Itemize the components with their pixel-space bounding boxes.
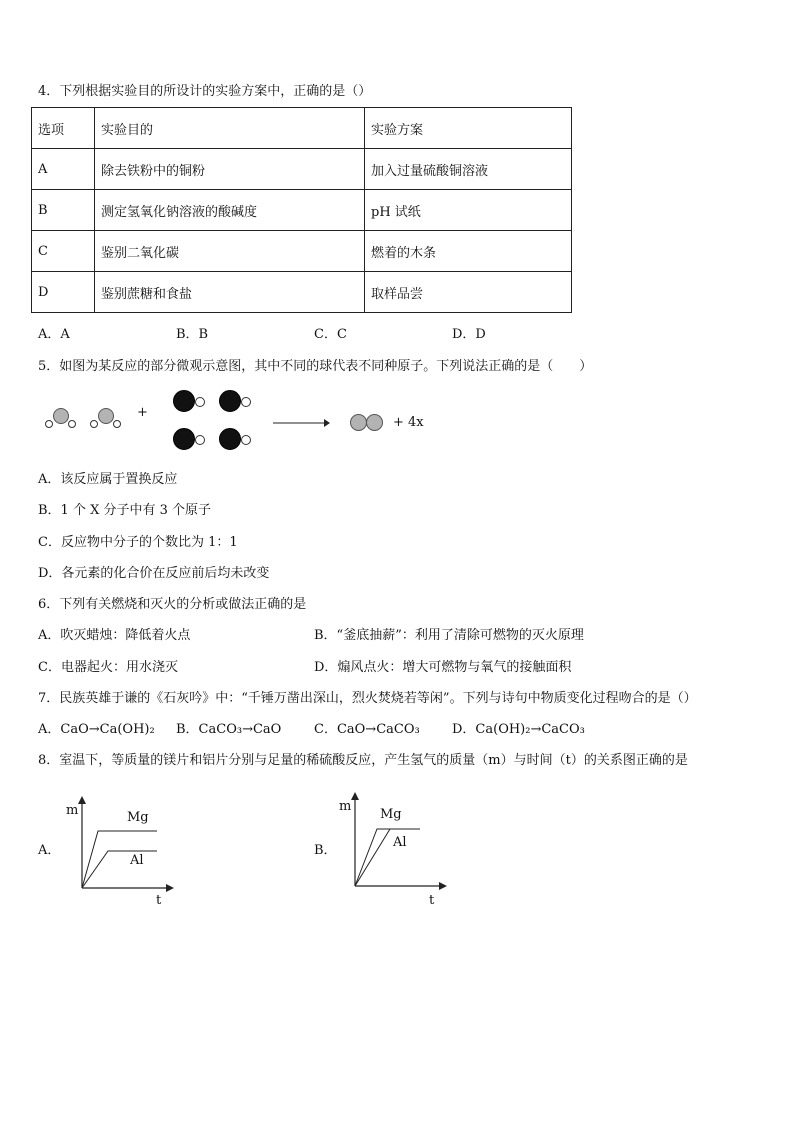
mg-label: Mg: [127, 810, 149, 825]
al-curve: [355, 829, 390, 886]
white-atom: [195, 397, 205, 407]
white-atom: [90, 420, 98, 428]
q4-option-b[interactable]: B．B: [176, 327, 209, 342]
x-axis-arrow-icon: [166, 884, 174, 892]
table-row: [32, 272, 572, 313]
q8-graph-a[interactable]: [62, 796, 182, 908]
table-cell: 加入过量硫酸铜溶液: [365, 149, 572, 190]
q6-option-c[interactable]: C．电器起火：用水浇灭: [38, 660, 178, 675]
al-curve: [82, 851, 157, 888]
gray-atom: [53, 408, 69, 424]
y-axis-label: m: [66, 803, 79, 818]
mg-curve: [82, 831, 157, 888]
q4-stem: 4．下列根据实验目的所设计的实验方案中，正确的是（）: [38, 84, 372, 99]
table-row: [32, 149, 572, 190]
x-axis-arrow-icon: [439, 882, 447, 890]
black-atom: [219, 390, 241, 412]
q5-option-c[interactable]: C．反应物中分子的个数比为 1：1: [38, 535, 238, 550]
al-label: Al: [393, 835, 407, 850]
q8-option-b-label[interactable]: B．: [314, 843, 337, 858]
mg-curve: [355, 829, 420, 886]
white-atom: [113, 420, 121, 428]
table-cell: C: [32, 231, 95, 272]
x-axis-label: t: [429, 893, 435, 906]
q6-stem: 6．下列有关燃烧和灭火的分析或做法正确的是: [38, 597, 307, 612]
q6-option-b[interactable]: B．“釜底抽薪”：利用了清除可燃物的灭火原理: [314, 628, 584, 643]
q7-option-b[interactable]: B．CaCO₃→CaO: [176, 722, 282, 737]
q5-option-a[interactable]: A．该反应属于置换反应: [38, 472, 178, 487]
white-atom: [45, 420, 53, 428]
table-row: [32, 190, 572, 231]
y-axis-label: m: [339, 799, 352, 814]
q7-option-d[interactable]: D．Ca(OH)₂→CaCO₃: [452, 722, 585, 737]
mg-label: Mg: [380, 807, 402, 822]
y-axis-arrow-icon: [351, 792, 359, 800]
table-cell: 鉴别蔗糖和食盐: [95, 272, 365, 313]
table-header-cell: 实验方案: [365, 108, 572, 149]
black-atom: [219, 428, 241, 450]
q5-option-d[interactable]: D．各元素的化合价在反应前后均未改变: [38, 566, 270, 581]
plus-sign: +: [137, 405, 148, 420]
q6-option-a[interactable]: A．吹灭蜡烛：降低着火点: [38, 628, 191, 643]
table-cell: B: [32, 190, 95, 231]
q4-option-d[interactable]: D．D: [452, 327, 486, 342]
q8-graph-b[interactable]: [335, 790, 455, 906]
white-atom: [241, 435, 251, 445]
q6-option-d[interactable]: D．煽风点火：增大可燃物与氧气的接触面积: [314, 660, 572, 675]
gray-atom: [366, 414, 383, 431]
white-atom: [68, 420, 76, 428]
q8-stem: 8．室温下，等质量的镁片和铝片分别与足量的稀硫酸反应，产生氢气的质量（m）与时间（t）的关系图正确的是: [38, 753, 688, 768]
table-cell: 取样品尝: [365, 272, 572, 313]
black-atom: [173, 390, 195, 412]
table-header-cell: 实验目的: [95, 108, 365, 149]
q7-option-c[interactable]: C．CaO→CaCO₃: [314, 722, 420, 737]
table-cell: 鉴别二氧化碳: [95, 231, 365, 272]
q5-option-b[interactable]: B．1 个 X 分子中有 3 个原子: [38, 503, 212, 518]
gray-atom: [98, 408, 114, 424]
q4-table: [31, 107, 572, 313]
al-label: Al: [130, 853, 144, 868]
table-cell: 除去铁粉中的铜粉: [95, 149, 365, 190]
q4-option-a[interactable]: A．A: [38, 327, 70, 342]
table-cell: A: [32, 149, 95, 190]
table-cell: pH 试纸: [365, 190, 572, 231]
product-x-label: + 4x: [393, 415, 424, 430]
black-atom: [173, 428, 195, 450]
y-axis-arrow-icon: [78, 796, 86, 804]
white-atom: [241, 397, 251, 407]
white-atom: [195, 435, 205, 445]
x-axis-label: t: [156, 893, 162, 908]
q4-option-c[interactable]: C．C: [314, 327, 347, 342]
table-cell: 燃着的木条: [365, 231, 572, 272]
q7-option-a[interactable]: A．CaO→Ca(OH)₂: [38, 722, 155, 737]
reaction-arrow-icon: [272, 416, 332, 430]
table-row: [32, 231, 572, 272]
table-cell: D: [32, 272, 95, 313]
gray-atom: [350, 414, 367, 431]
table-header-cell: 选项: [32, 108, 95, 149]
q7-stem: 7．民族英雄于谦的《石灰吟》中：“千锤万凿出深山，烈火焚烧若等闲”。下列与诗句中物质变化过程吻合的是（）: [38, 691, 697, 706]
table-cell: 测定氢氧化钠溶液的酸碱度: [95, 190, 365, 231]
table-header-row: [32, 108, 572, 149]
q5-stem: 5．如图为某反应的部分微观示意图，其中不同的球代表不同种原子。下列说法正确的是（ ）: [38, 359, 593, 374]
q8-option-a-label[interactable]: A．: [38, 843, 61, 858]
